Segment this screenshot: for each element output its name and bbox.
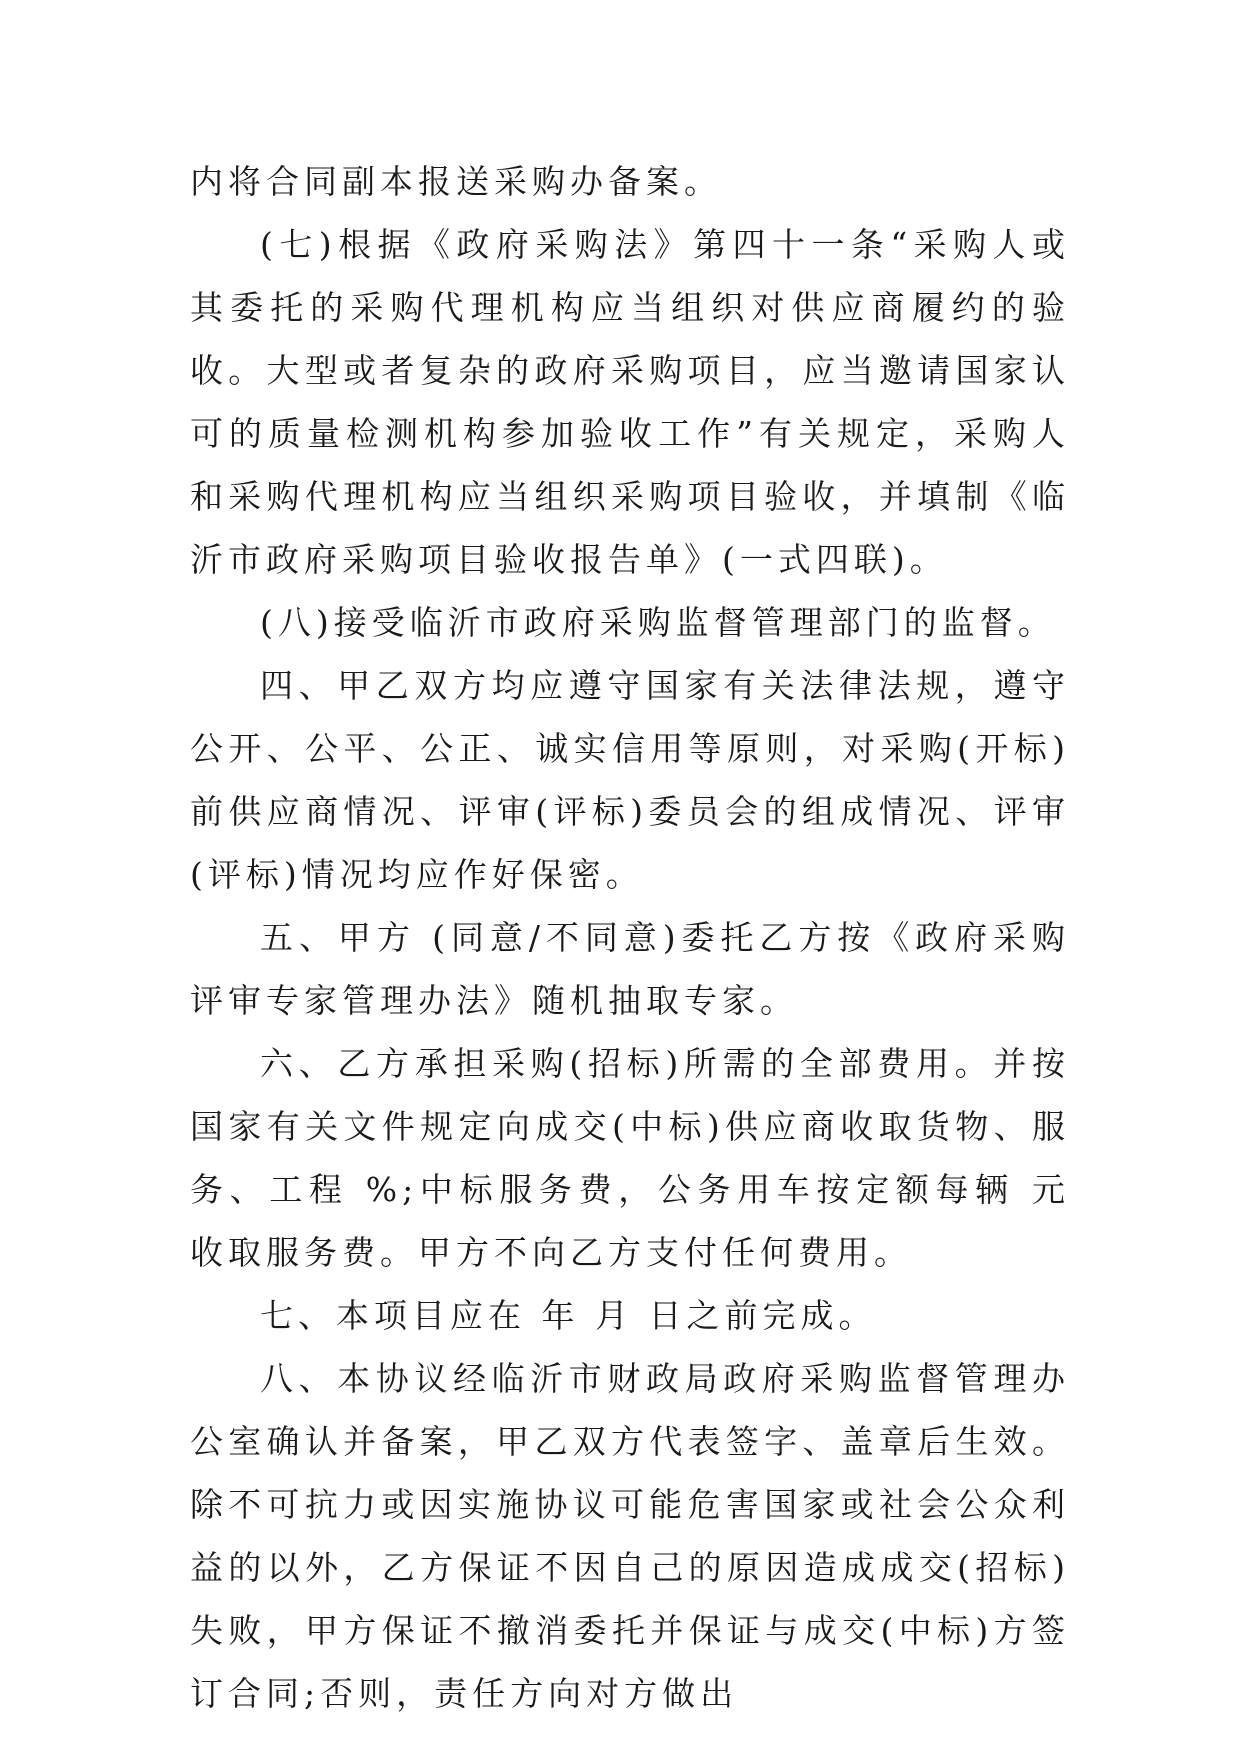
paragraph-item-7: (七)根据《政府采购法》第四十一条“采购人或其委托的采购代理机构应当组织对供应商履约的验收。大型或者复杂的政府采购项目，应当邀请国家认可的质量检测机构参加验收工作”有关规定，采购人和采购代理机构应当组织采购项目验收，并填制《临沂市政府采购项目验收报告单》(一式四联)。	[190, 225, 1070, 579]
paragraph-section-5: 五、甲方 (同意/不同意)委托乙方按《政府采购评审专家管理办法》随机抽取专家。	[190, 918, 1070, 1020]
paragraph-section-6: 六、乙方承担采购(招标)所需的全部费用。并按国家有关文件规定向成交(中标)供应商收取货物、服务、工程 %;中标服务费，公务用车按定额每辆 元收取服务费。甲方不向乙方支付任何费用。	[190, 1044, 1070, 1272]
paragraph-continuation: 内将合同副本报送采购办备案。	[190, 162, 722, 201]
paragraph-section-7: 七、本项目应在 年 月 日之前完成。	[260, 1296, 877, 1335]
paragraph-section-4: 四、甲乙双方均应遵守国家有关法律法规，遵守公开、公平、公正、诚实信用等原则，对采购(开标)前供应商情况、评审(评标)委员会的组成情况、评审(评标)情况均应作好保密。	[190, 666, 1070, 894]
paragraph-section-8: 八、本协议经临沂市财政局政府采购监督管理办公室确认并备案，甲乙双方代表签字、盖章后生效。除不可抗力或因实施协议可能危害国家或社会公众利益的以外，乙方保证不因自己的原因造成成交(招标)失败，甲方保证不撤消委托并保证与成交(中标)方签订合同;否则，责任方向对方做出	[190, 1359, 1070, 1713]
paragraph-item-8: (八)接受临沂市政府采购监督管理部门的监督。	[260, 603, 1056, 642]
document-body	[190, 150, 1070, 1725]
